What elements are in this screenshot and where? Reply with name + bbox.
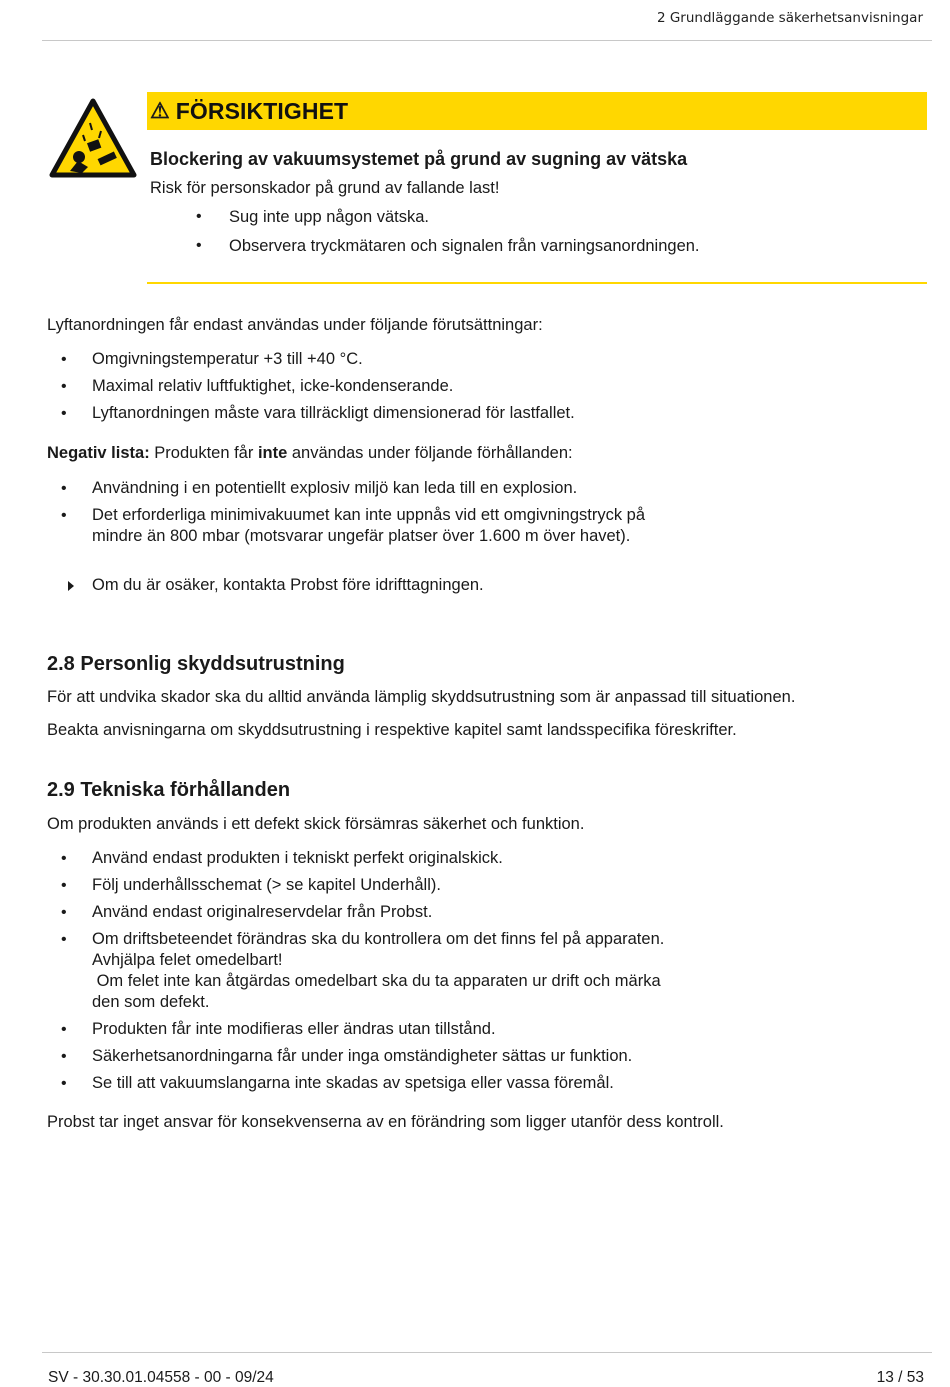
list-line: den som defekt. <box>92 993 210 1011</box>
negative-text-before: Produkten får <box>149 444 258 462</box>
technical-conditions-list <box>47 848 664 1100</box>
list-item: • Observera tryckmätaren och signalen från varningsanordningen. <box>150 237 700 266</box>
caution-banner <box>147 92 927 130</box>
negative-text-after: användas under följande förhållanden: <box>287 444 573 462</box>
list-line: Avhjälpa felet omedelbart! <box>92 951 283 969</box>
conditions-intro: Lyftanordningen får endast användas under följande förutsättningar: <box>47 316 543 334</box>
paragraph: För att undvika skador ska du alltid använda lämplig skyddsutrustning som är anpassad till situationen. <box>47 688 796 706</box>
document-id: SV - 30.30.01.04558 - 00 - 09/24 <box>48 1369 274 1386</box>
caution-label: FÖRSIKTIGHET <box>175 97 349 124</box>
list-item: • Se till att vakuumslangarna inte skadas av spetsiga eller vassa föremål. <box>47 1073 664 1100</box>
list-item: • Lyftanordningen måste vara tillräckligt dimensionerad för lastfallet. <box>47 403 575 430</box>
list-item: • Maximal relativ luftfuktighet, icke-kondenserande. <box>47 376 575 403</box>
caution-heading: Blockering av vakuumsystemet på grund av sugning av vätska <box>150 149 688 169</box>
list-item: • Sug inte upp någon vätska. <box>150 208 700 237</box>
caution-list <box>150 208 700 266</box>
negative-list <box>47 478 645 547</box>
list-item: • Produkten får inte modifieras eller ändras utan tillstånd. <box>47 1019 664 1046</box>
closing-paragraph: Probst tar inget ansvar för konsekvenserna av en förändring som ligger utanför dess kontroll. <box>47 1113 724 1131</box>
paragraph: Beakta anvisningarna om skyddsutrustning i respektive kapitel samt landsspecifika föreskrifter. <box>47 721 737 739</box>
list-item: • Använd endast produkten i tekniskt perfekt originalskick. <box>47 848 664 875</box>
negative-list-intro <box>47 444 573 463</box>
list-line: Om felet inte kan åtgärdas omedelbart ska du ta apparaten ur drift och märka <box>92 972 661 990</box>
running-header: 2 Grundläggande säkerhetsanvisningar <box>656 10 923 26</box>
page-number: 13 / 53 <box>876 1369 924 1386</box>
caution-bottom-rule <box>147 282 927 284</box>
section-title-2-9: 2.9 Tekniska förhållanden <box>47 779 291 801</box>
conditions-list <box>47 349 575 430</box>
list-line: Om driftsbeteendet förändras ska du kontrollera om det finns fel på apparaten. <box>92 930 665 948</box>
list-item: • Använd endast originalreservdelar från Probst. <box>47 902 664 929</box>
list-line: Det erforderliga minimivakuumet kan inte uppnås vid ett omgivningstryck på <box>92 506 646 524</box>
list-item: • Omgivningstemperatur +3 till +40 °C. <box>47 349 575 376</box>
warning-triangle-icon: ⚠ <box>150 98 170 123</box>
list-item <box>47 929 664 1019</box>
footer-divider <box>42 1352 932 1353</box>
action-instruction: Om du är osäker, kontakta Probst före idrifttagningen. <box>47 576 484 595</box>
falling-load-warning-icon <box>48 97 138 179</box>
section-2-9-intro: Om produkten används i ett defekt skick försämras säkerhet och funktion. <box>47 815 585 833</box>
header-divider <box>42 40 932 41</box>
list-line: mindre än 800 mbar (motsvarar ungefär platser över 1.600 m över havet). <box>92 527 631 545</box>
list-item <box>47 505 645 547</box>
negative-list-label: Negativ lista: <box>47 444 150 462</box>
caution-risk: Risk för personskador på grund av fallande last! <box>150 179 500 197</box>
list-item: • Följ underhållsschemat (> se kapitel Underhåll). <box>47 875 664 902</box>
negative-emphasis: inte <box>257 444 288 462</box>
list-item: • Säkerhetsanordningarna får under inga omständigheter sättas ur funktion. <box>47 1046 664 1073</box>
list-item: • Användning i en potentiellt explosiv miljö kan leda till en explosion. <box>47 478 645 505</box>
section-title-2-8: 2.8 Personlig skyddsutrustning <box>47 653 345 675</box>
